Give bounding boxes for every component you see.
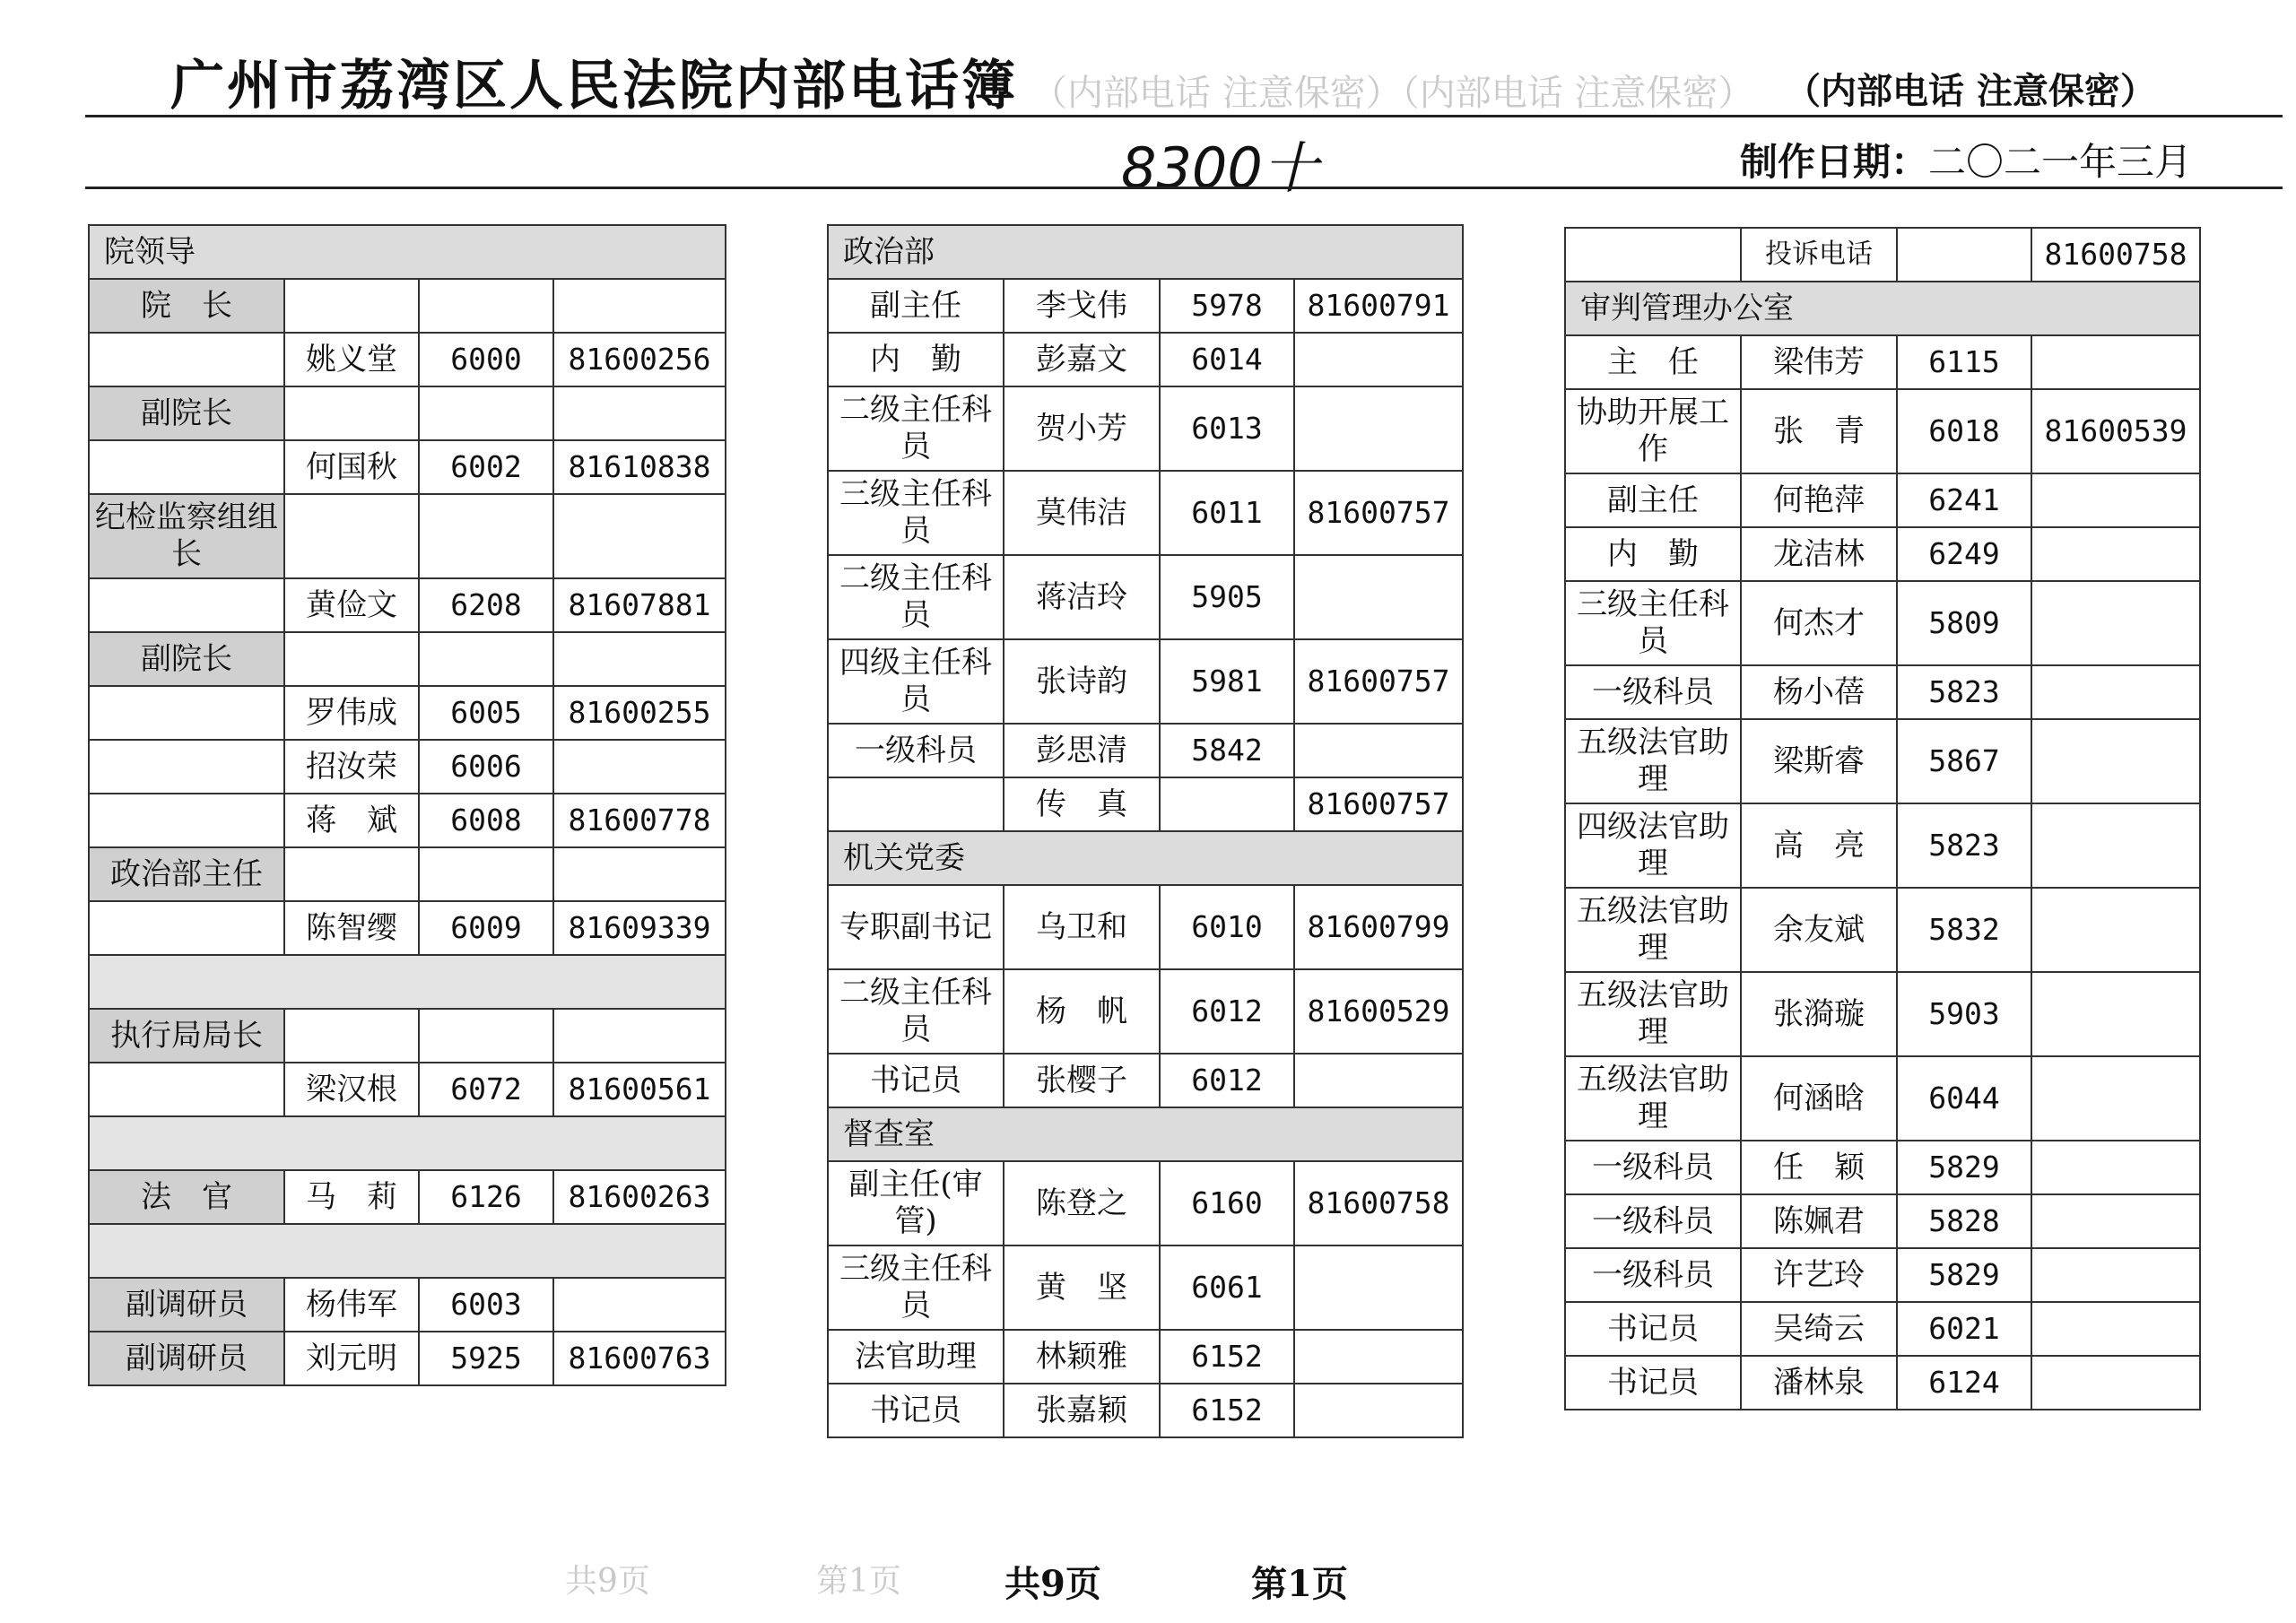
- role-cell: 一级科员: [828, 724, 1004, 777]
- extension-cell: 6005: [419, 686, 553, 740]
- production-date: [1740, 133, 2192, 187]
- name-cell: 李戈伟: [1004, 279, 1160, 333]
- name-cell: 张漪璇: [1741, 972, 1897, 1056]
- directory-table-political-dept: [827, 224, 1464, 1438]
- extension-cell: 6014: [1160, 333, 1294, 386]
- bleed-through-page-count: 共9页: [565, 1563, 650, 1600]
- bleed-through-text: （内部电话 注意保密）（内部电话 注意保密）: [1031, 73, 1754, 114]
- extension-cell: [419, 279, 553, 333]
- role-cell: 书记员: [1565, 1356, 1741, 1410]
- directory-row: [1565, 1194, 2200, 1248]
- extension-cell: 5829: [1897, 1141, 2031, 1194]
- directory-row: [89, 847, 726, 901]
- role-cell: [89, 901, 284, 955]
- name-cell: [284, 494, 419, 578]
- name-cell: 余友斌: [1741, 888, 1897, 972]
- name-cell: 杨小蓓: [1741, 665, 1897, 719]
- extension-cell: 6011: [1160, 471, 1294, 555]
- directory-row: [89, 794, 726, 847]
- role-cell: [89, 794, 284, 847]
- extension-cell: 5978: [1160, 279, 1294, 333]
- section-title: 督查室: [828, 1107, 1463, 1161]
- confidential-notice: （内部电话 注意保密）: [1785, 70, 2156, 112]
- spacer-row: [89, 1116, 726, 1170]
- extension-cell: 6012: [1160, 969, 1294, 1054]
- name-cell: 梁斯睿: [1741, 719, 1897, 803]
- extension-cell: 6152: [1160, 1384, 1294, 1437]
- directory-row: [1565, 228, 2200, 282]
- extension-cell: 6126: [419, 1170, 553, 1224]
- directory-row: [89, 632, 726, 686]
- phone-cell: [2031, 888, 2200, 972]
- directory-row: [1565, 719, 2200, 803]
- section-title: 审判管理办公室: [1565, 282, 2200, 335]
- phone-cell: [553, 1009, 726, 1063]
- directory-row: [828, 969, 1463, 1054]
- name-cell: 吴绮云: [1741, 1302, 1897, 1356]
- role-cell: [89, 333, 284, 386]
- directory-row: [1565, 1356, 2200, 1410]
- extension-cell: 5981: [1160, 639, 1294, 724]
- role-cell: 五级法官助理: [1565, 888, 1741, 972]
- name-cell: 龙洁林: [1741, 527, 1897, 581]
- name-cell: 何涵晗: [1741, 1056, 1897, 1141]
- role-cell: 五级法官助理: [1565, 719, 1741, 803]
- name-cell: 张樱子: [1004, 1054, 1160, 1107]
- phone-cell: [553, 632, 726, 686]
- directory-row: [89, 333, 726, 386]
- extension-cell: 6044: [1897, 1056, 2031, 1141]
- directory-row: [89, 1170, 726, 1224]
- extension-cell: 6241: [1897, 473, 2031, 527]
- name-cell: 许艺玲: [1741, 1248, 1897, 1302]
- extension-cell: 6013: [1160, 386, 1294, 471]
- directory-row: [828, 1245, 1463, 1330]
- extension-cell: [1897, 228, 2031, 282]
- directory-row: [89, 1009, 726, 1063]
- spacer-cell: [89, 1116, 726, 1170]
- name-cell: 莫伟洁: [1004, 471, 1160, 555]
- phone-cell: [2031, 1194, 2200, 1248]
- name-cell: 马 莉: [284, 1170, 419, 1224]
- extension-cell: 6249: [1897, 527, 2031, 581]
- name-cell: 何艳萍: [1741, 473, 1897, 527]
- role-cell: 副主任(审管): [828, 1161, 1004, 1245]
- directory-row: [1565, 1141, 2200, 1194]
- name-cell: 任 颖: [1741, 1141, 1897, 1194]
- section-header-row: [828, 225, 1463, 279]
- spacer-cell: [89, 1224, 726, 1278]
- phone-cell: 81600791: [1294, 279, 1463, 333]
- name-cell: 陈姵君: [1741, 1194, 1897, 1248]
- role-cell: 副调研员: [89, 1278, 284, 1332]
- name-cell: [284, 279, 419, 333]
- role-cell: 副调研员: [89, 1332, 284, 1385]
- extension-cell: 5905: [1160, 555, 1294, 639]
- name-cell: 乌卫和: [1004, 885, 1160, 969]
- directory-row: [1565, 1248, 2200, 1302]
- phone-cell: [1294, 555, 1463, 639]
- name-cell: 张嘉颖: [1004, 1384, 1160, 1437]
- role-cell: 政治部主任: [89, 847, 284, 901]
- phone-cell: 81600757: [1294, 471, 1463, 555]
- phone-cell: [2031, 335, 2200, 389]
- phone-cell: 81607881: [553, 578, 726, 632]
- directory-row: [828, 1054, 1463, 1107]
- phone-cell: 81600757: [1294, 777, 1463, 831]
- phone-cell: [2031, 1056, 2200, 1141]
- directory-row: [1565, 335, 2200, 389]
- role-cell: 内 勤: [828, 333, 1004, 386]
- role-cell: 四级主任科员: [828, 639, 1004, 724]
- extension-cell: 6012: [1160, 1054, 1294, 1107]
- page-title: 广州市荔湾区人民法院内部电话簿: [170, 55, 1018, 117]
- directory-row: [89, 740, 726, 794]
- phone-cell: 81600778: [553, 794, 726, 847]
- role-cell: [89, 686, 284, 740]
- phone-cell: 81600757: [1294, 639, 1463, 724]
- section-header-row: [89, 225, 726, 279]
- directory-row: [89, 1063, 726, 1116]
- name-cell: 黄俭文: [284, 578, 419, 632]
- role-cell: 书记员: [828, 1384, 1004, 1437]
- header-rule-top: [85, 115, 2283, 117]
- name-cell: 陈登之: [1004, 1161, 1160, 1245]
- phone-cell: [1294, 386, 1463, 471]
- role-cell: 执行局局长: [89, 1009, 284, 1063]
- extension-cell: 6008: [419, 794, 553, 847]
- extension-cell: 6072: [419, 1063, 553, 1116]
- phone-cell: 81609339: [553, 901, 726, 955]
- section-header-row: [1565, 282, 2200, 335]
- extension-cell: [419, 1009, 553, 1063]
- directory-row: [1565, 581, 2200, 665]
- role-cell: 院 长: [89, 279, 284, 333]
- phone-cell: [2031, 1141, 2200, 1194]
- role-cell: 书记员: [828, 1054, 1004, 1107]
- role-cell: 五级法官助理: [1565, 972, 1741, 1056]
- directory-row: [89, 279, 726, 333]
- phone-cell: [2031, 1248, 2200, 1302]
- directory-row: [1565, 1302, 2200, 1356]
- directory-row: [89, 440, 726, 494]
- extension-cell: 6010: [1160, 885, 1294, 969]
- name-cell: 投诉电话: [1741, 228, 1897, 282]
- extension-cell: [419, 386, 553, 440]
- role-cell: [1565, 228, 1741, 282]
- role-cell: 二级主任科员: [828, 969, 1004, 1054]
- name-cell: 何国秋: [284, 440, 419, 494]
- spacer-row: [89, 955, 726, 1009]
- directory-row: [89, 1332, 726, 1385]
- extension-cell: [1160, 777, 1294, 831]
- role-cell: 三级主任科员: [828, 1245, 1004, 1330]
- extension-cell: 6003: [419, 1278, 553, 1332]
- name-cell: [284, 1009, 419, 1063]
- extension-cell: 6018: [1897, 389, 2031, 473]
- phone-cell: [1294, 1054, 1463, 1107]
- extension-cell: 5823: [1897, 803, 2031, 888]
- phone-cell: 81600758: [1294, 1161, 1463, 1245]
- directory-row: [89, 578, 726, 632]
- name-cell: 潘林泉: [1741, 1356, 1897, 1410]
- directory-row: [89, 386, 726, 440]
- phone-cell: [553, 1278, 726, 1332]
- role-cell: 专职副书记: [828, 885, 1004, 969]
- section-title: 院领导: [89, 225, 726, 279]
- phone-cell: [2031, 1302, 2200, 1356]
- role-cell: 一级科员: [1565, 665, 1741, 719]
- directory-row: [828, 555, 1463, 639]
- name-cell: 高 亮: [1741, 803, 1897, 888]
- phone-cell: [2031, 1356, 2200, 1410]
- directory-row: [828, 1161, 1463, 1245]
- extension-cell: 5828: [1897, 1194, 2031, 1248]
- role-cell: 主 任: [1565, 335, 1741, 389]
- extension-cell: [419, 494, 553, 578]
- directory-row: [828, 885, 1463, 969]
- name-cell: 黄 坚: [1004, 1245, 1160, 1330]
- name-cell: [284, 632, 419, 686]
- name-cell: 蒋洁玲: [1004, 555, 1160, 639]
- role-cell: 一级科员: [1565, 1248, 1741, 1302]
- spacer-row: [89, 1224, 726, 1278]
- section-header-row: [828, 831, 1463, 885]
- phone-cell: [2031, 719, 2200, 803]
- phone-cell: [553, 494, 726, 578]
- role-cell: 内 勤: [1565, 527, 1741, 581]
- phone-cell: [553, 740, 726, 794]
- name-cell: 张诗韵: [1004, 639, 1160, 724]
- extension-cell: 6124: [1897, 1356, 2031, 1410]
- extension-cell: 5829: [1897, 1248, 2031, 1302]
- section-header-row: [828, 1107, 1463, 1161]
- phone-cell: 81600799: [1294, 885, 1463, 969]
- extension-cell: 5925: [419, 1332, 553, 1385]
- extension-cell: 5903: [1897, 972, 2031, 1056]
- directory-row: [1565, 389, 2200, 473]
- date-value: 二〇二一年三月: [1928, 140, 2193, 184]
- directory-row: [828, 1330, 1463, 1384]
- name-cell: 梁伟芳: [1741, 335, 1897, 389]
- name-cell: [284, 386, 419, 440]
- phone-cell: 81600561: [553, 1063, 726, 1116]
- phone-cell: 81600263: [553, 1170, 726, 1224]
- name-cell: 林颖雅: [1004, 1330, 1160, 1384]
- extension-cell: 6115: [1897, 335, 2031, 389]
- page-count: 共9页: [1004, 1563, 1101, 1605]
- role-cell: [89, 578, 284, 632]
- directory-row: [828, 386, 1463, 471]
- phone-cell: [553, 279, 726, 333]
- directory-row: [828, 333, 1463, 386]
- extension-cell: 6061: [1160, 1245, 1294, 1330]
- phone-cell: [1294, 1330, 1463, 1384]
- name-cell: 彭嘉文: [1004, 333, 1160, 386]
- section-title: 政治部: [828, 225, 1463, 279]
- directory-table-trial-management: [1564, 227, 2201, 1410]
- role-cell: 一级科员: [1565, 1141, 1741, 1194]
- extension-cell: 6002: [419, 440, 553, 494]
- name-cell: 梁汉根: [284, 1063, 419, 1116]
- role-cell: 副主任: [828, 279, 1004, 333]
- directory-row: [89, 901, 726, 955]
- role-cell: 四级法官助理: [1565, 803, 1741, 888]
- role-cell: [89, 740, 284, 794]
- role-cell: [828, 777, 1004, 831]
- name-cell: 贺小芳: [1004, 386, 1160, 471]
- phone-cell: [2031, 972, 2200, 1056]
- phone-cell: [2031, 803, 2200, 888]
- directory-row: [89, 1278, 726, 1332]
- extension-cell: 6000: [419, 333, 553, 386]
- directory-row: [828, 279, 1463, 333]
- extension-cell: 6160: [1160, 1161, 1294, 1245]
- role-cell: 纪检监察组组长: [89, 494, 284, 578]
- directory-row: [828, 639, 1463, 724]
- bleed-through-page-number: 第1页: [816, 1563, 901, 1600]
- phone-cell: [553, 847, 726, 901]
- directory-row: [1565, 1056, 2200, 1141]
- role-cell: 三级主任科员: [828, 471, 1004, 555]
- phone-cell: 81600758: [2031, 228, 2200, 282]
- role-cell: 书记员: [1565, 1302, 1741, 1356]
- phone-cell: [2031, 581, 2200, 665]
- page-number: 第1页: [1251, 1563, 1348, 1605]
- phone-cell: [2031, 665, 2200, 719]
- extension-cell: 5842: [1160, 724, 1294, 777]
- directory-row: [1565, 473, 2200, 527]
- extension-cell: 6009: [419, 901, 553, 955]
- name-cell: 杨伟军: [284, 1278, 419, 1332]
- name-cell: [284, 847, 419, 901]
- directory-row: [1565, 888, 2200, 972]
- name-cell: 罗伟成: [284, 686, 419, 740]
- section-title: 机关党委: [828, 831, 1463, 885]
- role-cell: [89, 1063, 284, 1116]
- role-cell: 三级主任科员: [1565, 581, 1741, 665]
- extension-cell: 6152: [1160, 1330, 1294, 1384]
- name-cell: 蒋 斌: [284, 794, 419, 847]
- name-cell: 陈智缨: [284, 901, 419, 955]
- name-cell: 传 真: [1004, 777, 1160, 831]
- role-cell: 法官助理: [828, 1330, 1004, 1384]
- phone-cell: 81600539: [2031, 389, 2200, 473]
- spacer-cell: [89, 955, 726, 1009]
- extension-cell: [419, 847, 553, 901]
- role-cell: 一级科员: [1565, 1194, 1741, 1248]
- role-cell: 二级主任科员: [828, 386, 1004, 471]
- directory-row: [828, 471, 1463, 555]
- name-cell: 彭思清: [1004, 724, 1160, 777]
- name-cell: 刘元明: [284, 1332, 419, 1385]
- directory-row: [828, 777, 1463, 831]
- directory-row: [1565, 665, 2200, 719]
- directory-row: [89, 494, 726, 578]
- directory-row: [828, 1384, 1463, 1437]
- role-cell: 副院长: [89, 632, 284, 686]
- directory-row: [1565, 803, 2200, 888]
- directory-table-court-leadership: [88, 224, 726, 1386]
- directory-row: [1565, 527, 2200, 581]
- phone-cell: [1294, 1245, 1463, 1330]
- role-cell: [89, 440, 284, 494]
- phone-cell: 81600763: [553, 1332, 726, 1385]
- name-cell: 招汝荣: [284, 740, 419, 794]
- directory-row: [1565, 972, 2200, 1056]
- name-cell: 张 青: [1741, 389, 1897, 473]
- phone-cell: [1294, 724, 1463, 777]
- phone-cell: 81600255: [553, 686, 726, 740]
- phone-cell: [553, 386, 726, 440]
- phone-cell: [2031, 473, 2200, 527]
- phone-cell: [2031, 527, 2200, 581]
- extension-cell: 5867: [1897, 719, 2031, 803]
- role-cell: 五级法官助理: [1565, 1056, 1741, 1141]
- directory-row: [89, 686, 726, 740]
- date-label: 制作日期：: [1740, 140, 1929, 184]
- extension-cell: 5823: [1897, 665, 2031, 719]
- extension-cell: 6006: [419, 740, 553, 794]
- role-cell: 法 官: [89, 1170, 284, 1224]
- phone-cell: 81600529: [1294, 969, 1463, 1054]
- extension-cell: [419, 632, 553, 686]
- extension-cell: 5832: [1897, 888, 2031, 972]
- name-cell: 何杰才: [1741, 581, 1897, 665]
- handwritten-note: 8300十: [1121, 135, 1318, 201]
- role-cell: 协助开展工作: [1565, 389, 1741, 473]
- directory-row: [828, 724, 1463, 777]
- phone-cell: 81610838: [553, 440, 726, 494]
- role-cell: 副院长: [89, 386, 284, 440]
- extension-cell: 6208: [419, 578, 553, 632]
- phone-cell: 81600256: [553, 333, 726, 386]
- name-cell: 姚义堂: [284, 333, 419, 386]
- phone-cell: [1294, 1384, 1463, 1437]
- role-cell: 副主任: [1565, 473, 1741, 527]
- phone-cell: [1294, 333, 1463, 386]
- header-rule-bottom: [85, 187, 2283, 189]
- extension-cell: 5809: [1897, 581, 2031, 665]
- extension-cell: 6021: [1897, 1302, 2031, 1356]
- name-cell: 杨 帆: [1004, 969, 1160, 1054]
- role-cell: 二级主任科员: [828, 555, 1004, 639]
